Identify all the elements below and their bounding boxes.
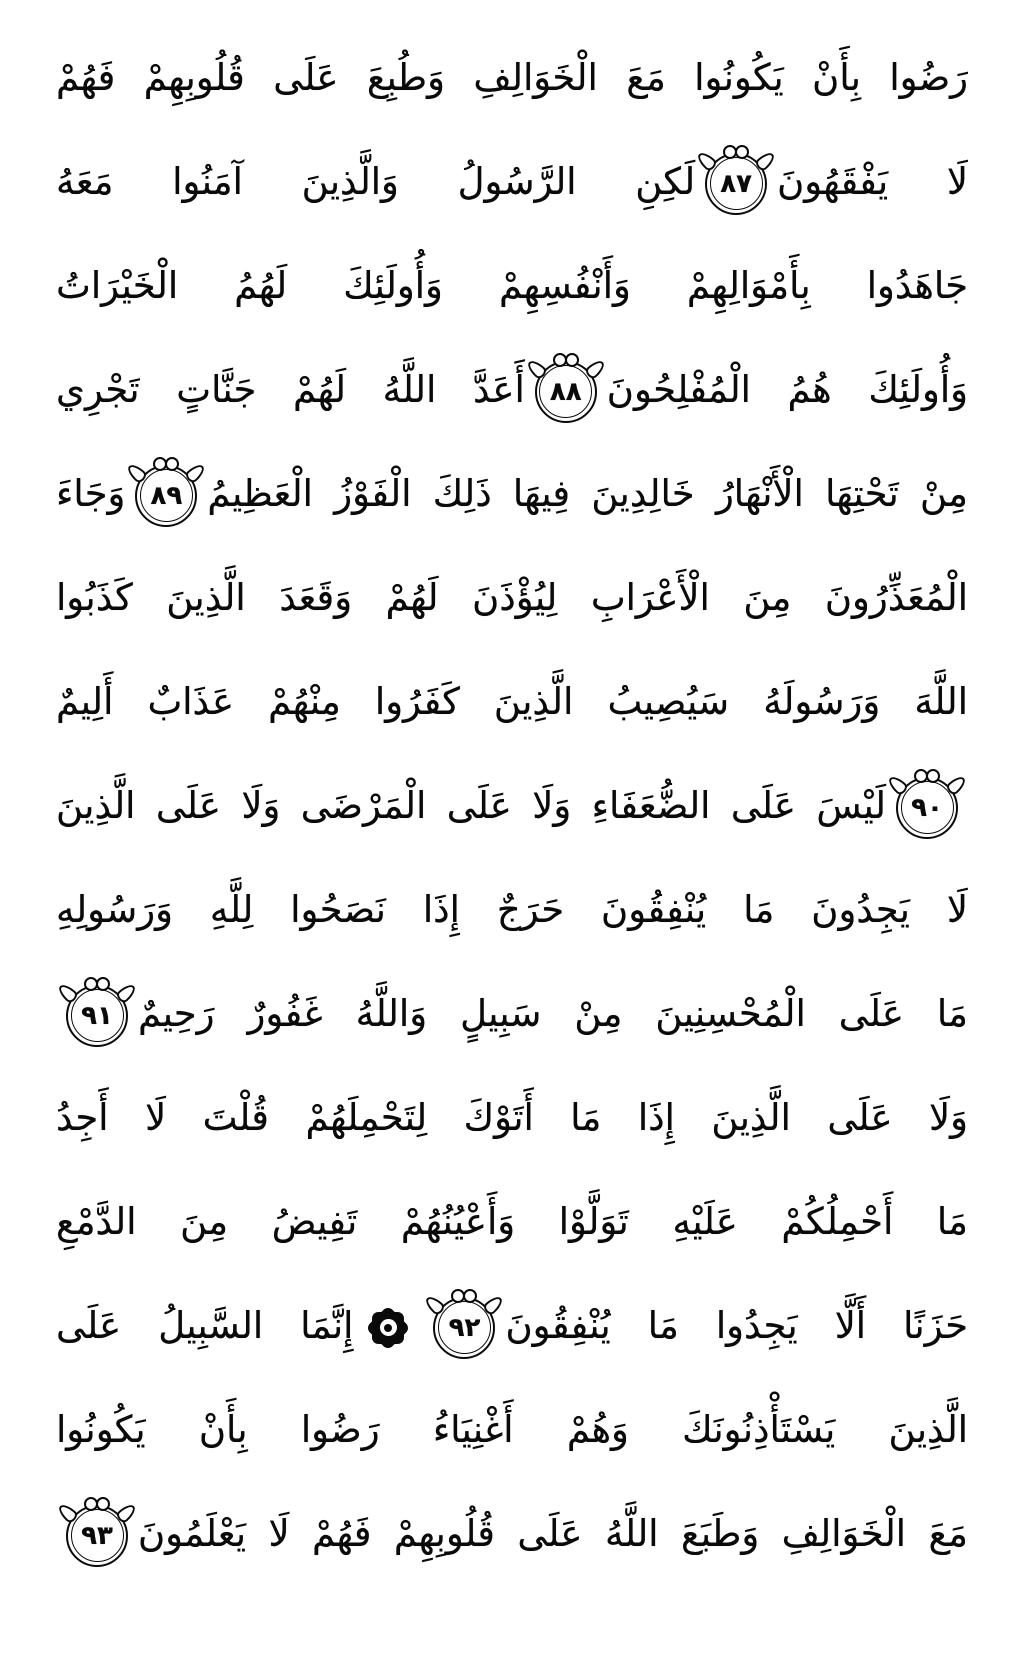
crown-dot: [153, 457, 167, 471]
ayah-text: الَّذِينَ يَسْتَأْذِنُونَكَ وَهُمْ أَغْنِيَاءُ رَضُوا بِأَنْ يَكُونُوا: [56, 1408, 968, 1451]
ayah-text: لَكِنِ الرَّسُولُ وَالَّذِينَ آمَنُوا مَعَهُ: [56, 160, 696, 203]
crown-dot: [96, 977, 110, 991]
crown-dot: [463, 1289, 477, 1303]
crown-dot: [914, 769, 928, 783]
ayah-number: ٩٠: [911, 792, 943, 823]
ayah-number: ٨٧: [720, 168, 752, 199]
quran-line: [56, 1482, 968, 1586]
crown-dot: [84, 1497, 98, 1511]
quran-line: [56, 130, 968, 234]
quran-line: [56, 234, 968, 338]
ayah-text: وَجَاءَ: [56, 472, 126, 515]
quran-line: [56, 1170, 968, 1274]
quran-line: [56, 338, 968, 442]
ayah-text: رَضُوا بِأَنْ يَكُونُوا مَعَ الْخَوَالِفِ وَطُبِعَ عَلَى قُلُوبِهِمْ فَهُمْ: [56, 56, 968, 99]
ayah-text: حَزَنًا أَلَّا يَجِدُوا مَا يُنْفِقُونَ: [505, 1304, 968, 1347]
ayah-text: مِنْ تَحْتِهَا الْأَنْهَارُ خَالِدِينَ فِيهَا ذَلِكَ الْفَوْزُ الْعَظِيمُ: [207, 472, 968, 515]
ayah-end-marker: [66, 1505, 128, 1567]
ayah-text: لَا يَجِدُونَ مَا يُنْفِقُونَ حَرَجٌ إِذَا نَصَحُوا لِلَّهِ وَرَسُولِهِ: [56, 888, 968, 931]
ayah-end-marker: [705, 153, 767, 215]
ayah-text: وَلَا عَلَى الَّذِينَ إِذَا مَا أَتَوْكَ لِتَحْمِلَهُمْ قُلْتَ لَا أَجِدُ: [56, 1096, 968, 1139]
quran-line: [56, 546, 968, 650]
ayah-text: مَا عَلَى الْمُحْسِنِينَ مِنْ سَبِيلٍ وَاللَّهُ غَفُورٌ رَحِيمٌ: [138, 992, 968, 1035]
crown-dot: [451, 1289, 465, 1303]
quran-line: [56, 754, 968, 858]
marker-crown-dots: [85, 977, 109, 991]
crown-dot: [165, 457, 179, 471]
ayah-text: لَيْسَ عَلَى الضُّعَفَاءِ وَلَا عَلَى الْمَرْضَى وَلَا عَلَى الَّذِينَ: [56, 784, 886, 827]
crown-dot: [926, 769, 940, 783]
ayah-end-marker: [896, 777, 958, 839]
ayah-text: اللَّهَ وَرَسُولَهُ سَيُصِيبُ الَّذِينَ كَفَرُوا مِنْهُمْ عَذَابٌ أَلِيمٌ: [56, 680, 968, 723]
marker-inner-ring: [438, 1301, 491, 1354]
quran-line: [56, 1066, 968, 1170]
quran-line: [56, 858, 968, 962]
ayah-text: مَا أَحْمِلُكُمْ عَلَيْهِ تَوَلَّوْا وَأَعْيُنُهُمْ تَفِيضُ مِنَ الدَّمْعِ: [56, 1200, 968, 1243]
ayah-text: أَعَدَّ اللَّهُ لَهُمْ جَنَّاتٍ تَجْرِي: [56, 368, 525, 411]
ayah-text: مَعَ الْخَوَالِفِ وَطَبَعَ اللَّهُ عَلَى قُلُوبِهِمْ فَهُمْ لَا يَعْلَمُونَ: [138, 1512, 968, 1555]
marker-inner-ring: [71, 1509, 124, 1562]
crown-dot: [735, 145, 749, 159]
marker-crown-dots: [452, 1289, 476, 1303]
ayah-text: جَاهَدُوا بِأَمْوَالِهِمْ وَأَنْفُسِهِمْ وَأُولَئِكَ لَهُمُ الْخَيْرَاتُ: [56, 264, 968, 307]
quran-line: [56, 650, 968, 754]
ayah-end-marker: [433, 1297, 495, 1359]
marker-crown-dots: [85, 1497, 109, 1511]
marker-inner-ring: [710, 157, 763, 210]
marker-crown-dots: [724, 145, 748, 159]
quran-line: [56, 1274, 968, 1378]
quran-line: [56, 1378, 968, 1482]
ayah-number: ٨٩: [150, 480, 183, 511]
ayah-text: لَا يَفْقَهُونَ: [777, 160, 968, 203]
crown-dot: [84, 977, 98, 991]
ayah-text: الْمُعَذِّرُونَ مِنَ الْأَعْرَابِ لِيُؤْذَنَ لَهُمْ وَقَعَدَ الَّذِينَ كَذَبُوا: [56, 576, 968, 619]
ayah-text: إِنَّمَا السَّبِيلُ عَلَى: [56, 1304, 354, 1347]
marker-inner-ring: [901, 781, 954, 834]
marker-inner-ring: [71, 989, 124, 1042]
ayah-end-marker: [135, 465, 197, 527]
ayah-number: ٨٨: [549, 376, 582, 407]
crown-dot: [96, 1497, 110, 1511]
ayah-end-marker: [535, 361, 597, 423]
crown-dot: [565, 353, 579, 367]
ayah-text: وَأُولَئِكَ هُمُ الْمُفْلِحُونَ: [606, 368, 968, 411]
marker-inner-ring: [140, 469, 193, 522]
marker-crown-dots: [154, 457, 178, 471]
ayah-number: ٩١: [81, 1000, 113, 1031]
marker-inner-ring: [539, 365, 592, 418]
quran-line: [56, 442, 968, 546]
marker-crown-dots: [554, 353, 578, 367]
ayah-end-marker: [66, 985, 128, 1047]
quran-line: [56, 962, 968, 1066]
marker-crown-dots: [915, 769, 939, 783]
crown-dot: [553, 353, 567, 367]
rub-el-hizb-icon: [365, 1305, 411, 1351]
quran-line: [56, 26, 968, 130]
ayah-number: ٩٣: [81, 1520, 113, 1551]
crown-dot: [723, 145, 737, 159]
ayah-number: ٩٢: [448, 1312, 481, 1343]
